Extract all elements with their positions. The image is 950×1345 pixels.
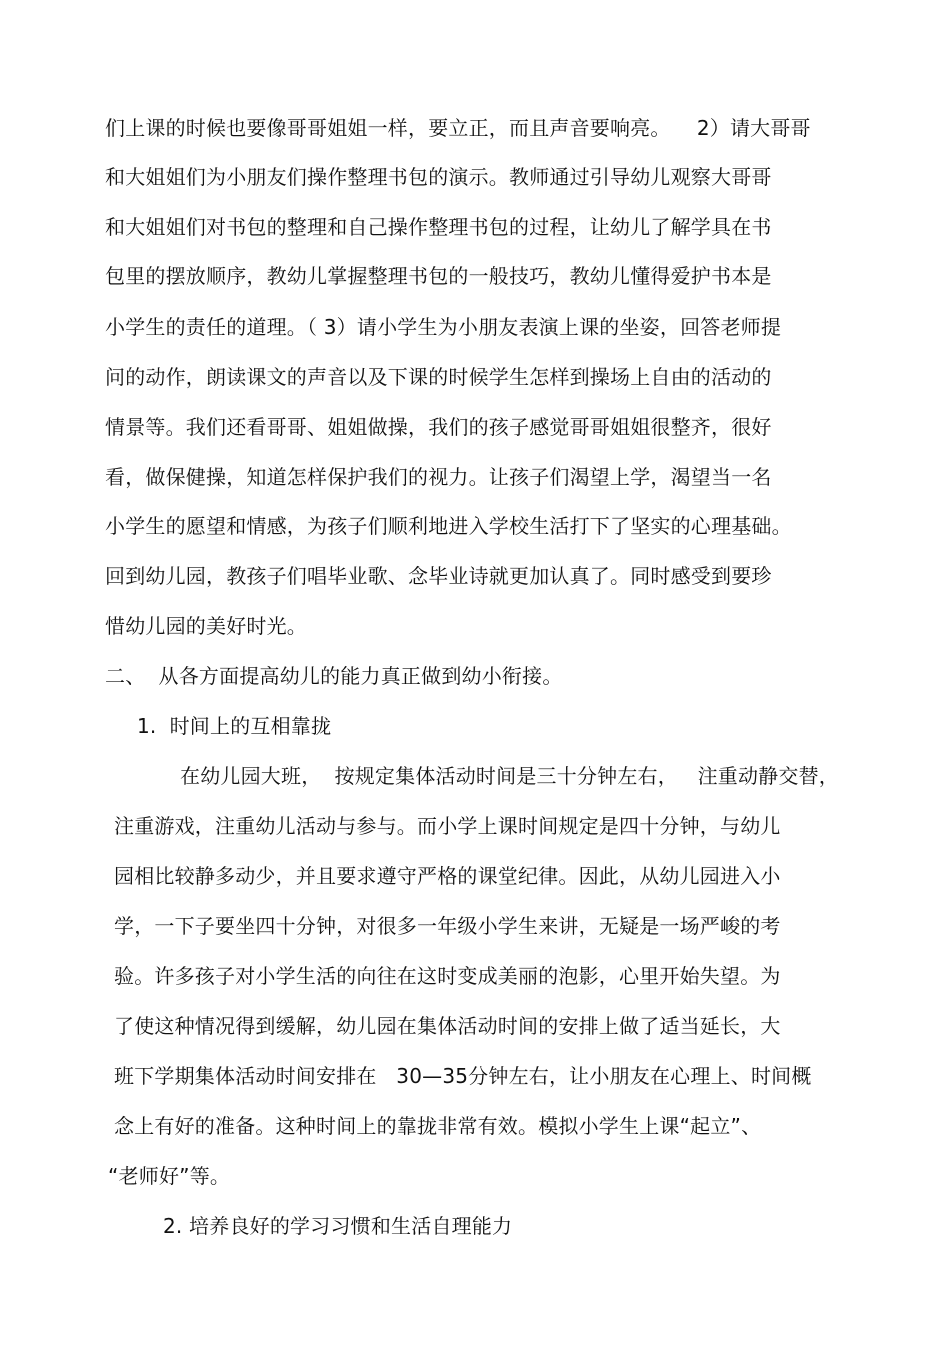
paragraph-line: 和大姐姐们对书包的整理和自己操作整理书包的过程，让幼儿了解学具在书 — [105, 215, 772, 239]
paragraph-line: 班下学期集体活动时间安排在 30—35分钟左右，让小朋友在心理上、时间概 — [114, 1064, 812, 1088]
paragraph-line: 小学生的愿望和情感，为孩子们顺利地进入学校生活打下了坚实的心理基础。 — [105, 514, 792, 538]
paragraph-line: 包里的摆放顺序，教幼儿掌握整理书包的一般技巧，教幼儿懂得爱护书本是 — [105, 264, 772, 288]
paragraph-line: 情景等。我们还看哥哥、姐姐做操，我们的孩子感觉哥哥姐姐很整齐，很好 — [105, 415, 772, 439]
paragraph-line: 在幼儿园大班， 按规定集体活动时间是三十分钟左右， 注重动静交替， — [180, 764, 839, 788]
subsection-heading: 2. 培养良好的学习习惯和生活自理能力 — [163, 1214, 513, 1238]
paragraph-line: 学，一下子要坐四十分钟，对很多一年级小学生来讲，无疑是一场严峻的考 — [114, 914, 781, 938]
paragraph-line: 小学生的责任的道理。（ 3）请小学生为小朋友表演上课的坐姿，回答老师提 — [105, 315, 782, 339]
paragraph-line: 验。许多孩子对小学生活的向往在这时变成美丽的泡影，心里开始失望。为 — [114, 964, 781, 988]
paragraph-line: 回到幼儿园，教孩子们唱毕业歌、念毕业诗就更加认真了。同时感受到要珍 — [105, 564, 772, 588]
paragraph-line: 园相比较静多动少，并且要求遵守严格的课堂纪律。因此，从幼儿园进入小 — [114, 864, 781, 888]
paragraph-line: 注重游戏，注重幼儿活动与参与。而小学上课时间规定是四十分钟，与幼儿 — [114, 814, 781, 838]
paragraph-line: 问的动作，朗读课文的声音以及下课的时候学生怎样到操场上自由的活动的 — [105, 365, 772, 389]
paragraph-line: 了使这种情况得到缓解，幼儿园在集体活动时间的安排上做了适当延长，大 — [114, 1014, 781, 1038]
subsection-heading: 1. 时间上的互相靠拢 — [137, 714, 332, 738]
paragraph-line: “老师好”等。 — [108, 1164, 231, 1188]
paragraph-line: 看，做保健操，知道怎样保护我们的视力。让孩子们渴望上学，渴望当一名 — [105, 465, 772, 489]
paragraph-line: 念上有好的准备。这种时间上的靠拢非常有效。模拟小学生上课“起立”、 — [114, 1114, 762, 1138]
paragraph-line: 们上课的时候也要像哥哥姐姐一样，要立正，而且声音要响亮。 2）请大哥哥 — [105, 116, 811, 140]
paragraph-line: 和大姐姐们为小朋友们操作整理书包的演示。教师通过引导幼儿观察大哥哥 — [105, 165, 772, 189]
section-heading: 二、 从各方面提高幼儿的能力真正做到幼小衔接。 — [105, 664, 563, 688]
paragraph-line: 惜幼儿园的美好时光。 — [105, 614, 307, 638]
